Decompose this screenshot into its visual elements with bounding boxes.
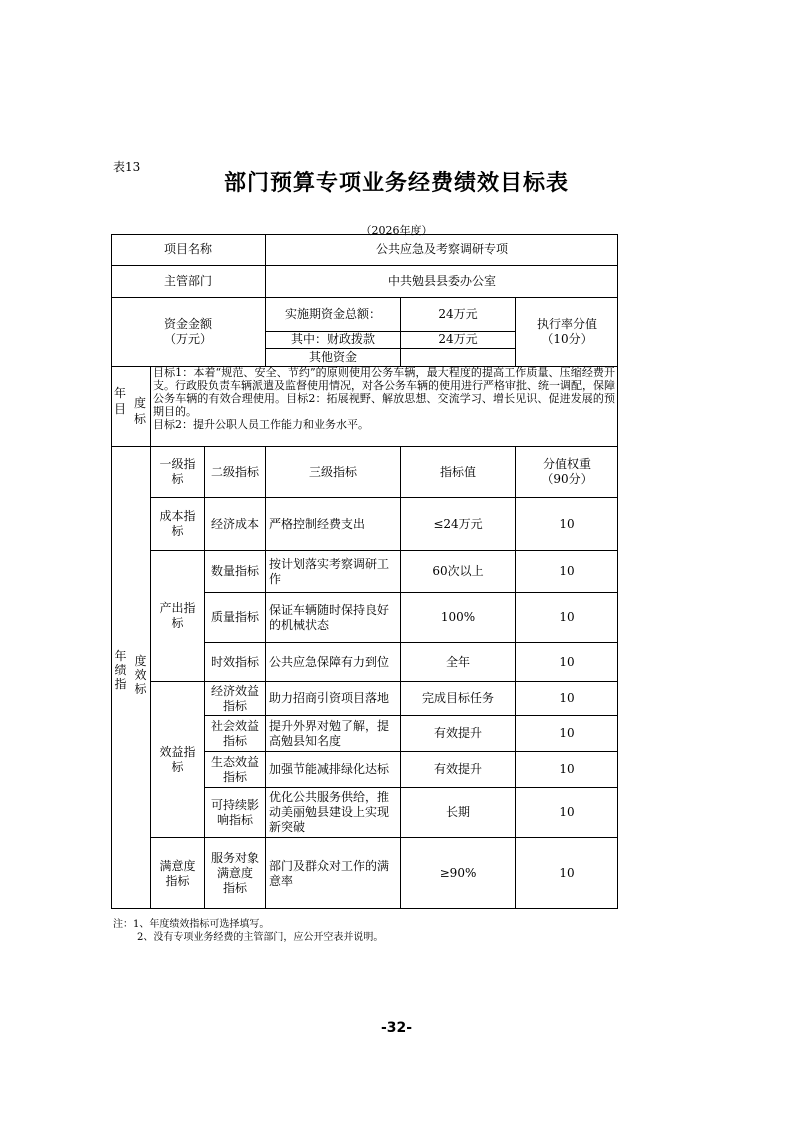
row-value: 全年 (445, 654, 470, 669)
row-level3: 助力招商引资项目落地 (269, 691, 390, 705)
row-level2: 数量指标 (210, 564, 259, 578)
row-value: 完成目标任务 (421, 691, 494, 705)
annual-goal-label-c: 目 (113, 401, 126, 416)
row-value: 60次以上 (432, 564, 484, 578)
indicators-side-label-2: 度 效 标 (134, 654, 147, 696)
row-weight: 10 (559, 762, 575, 776)
notes (113, 918, 383, 944)
row-level2: 质量指标 (210, 610, 259, 624)
row-weight: 10 (559, 564, 575, 578)
funds-label: 资金金额 （万元） (163, 316, 212, 346)
header-level2: 二级指标 (210, 464, 259, 479)
row-level3: 严格控制经费支出 (269, 516, 366, 531)
row-weight: 10 (559, 805, 575, 819)
group-cost: 成本指 标 (159, 509, 196, 538)
row-weight: 10 (559, 516, 575, 531)
year-label: （2026年度） (360, 224, 433, 237)
row-level2: 时效指标 (210, 654, 259, 669)
project-name-value: 公共应急及考察调研专项 (375, 242, 508, 256)
total-funds-value: 24万元 (438, 306, 478, 321)
other-funds-label: 其他资金 (308, 349, 357, 364)
row-level3: 部门及群众对工作的满意率 (269, 858, 390, 888)
row-level3: 保证车辆随时保持良好的机械状态 (269, 602, 390, 632)
execution-score-label: 执行率分值 （10分） (536, 316, 597, 346)
header-weight: 分值权重 （90分） (541, 457, 593, 486)
header-level3: 三级指标 (308, 464, 357, 479)
row-level3: 公共应急保障有力到位 (269, 654, 390, 669)
row-level3: 提升外界对勉了解，提高勉县知名度 (269, 718, 390, 748)
table-label: 表13 (113, 160, 141, 174)
row-level3: 优化公共服务供给，推动美丽勉县建设上实现新突破 (269, 790, 390, 834)
goal-line-1: 目标1：本着“规范、安全、节约”的原则使用公务车辆，最大程度的提高工作质量、压缩经费开支。行政股负责车辆派遣及监督使用情况，对各公务车辆的使用进行严格审批、统一调配，保障公务车辆的有效合理使用。目标2：拓展视野、解放思想、交流学习、增长见识、促进发展的预期目的。 (153, 366, 615, 418)
row-weight: 10 (559, 866, 575, 880)
row-value: 有效提升 (433, 726, 482, 740)
annual-goal-label-d: 标 (133, 411, 146, 426)
other-funds-value (401, 348, 515, 366)
annual-goal-label-a: 年 (113, 385, 126, 400)
annual-goal-text (153, 366, 615, 431)
note-line-1: 注：1、年度绩效指标可选择填写。 (113, 919, 270, 930)
header-level1: 一级指 标 (159, 457, 196, 486)
annual-goal-label-b: 度 (133, 395, 146, 410)
row-value: 长期 (445, 805, 470, 819)
page-title: 部门预算专项业务经费绩效目标表 (223, 171, 569, 196)
row-value: 有效提升 (433, 762, 482, 776)
row-weight: 10 (559, 610, 575, 624)
group-benefit: 效益指 标 (159, 744, 196, 774)
group-satisfaction: 满意度 指标 (159, 858, 196, 888)
row-level3: 加强节能减排绿化达标 (269, 762, 390, 776)
total-funds-label: 实施期资金总额： (284, 306, 381, 321)
row-weight: 10 (559, 654, 575, 669)
header-value: 指标值 (439, 464, 476, 479)
group-output: 产出指 标 (159, 601, 196, 630)
page-number: -32- (380, 1020, 413, 1036)
department-value: 中共勉县县委办公室 (387, 273, 496, 288)
row-level2: 可持续影 响指标 (210, 797, 259, 827)
row-level2: 生态效益 指标 (210, 754, 259, 784)
row-level2: 服务对象 满意度 指标 (210, 851, 259, 895)
row-level2: 经济效益 指标 (210, 683, 259, 713)
row-weight: 10 (559, 726, 575, 740)
row-level3: 按计划落实考察调研工作 (269, 556, 390, 586)
row-value: ≥90% (439, 866, 477, 880)
row-level2: 社会效益 指标 (210, 718, 259, 748)
project-name-label: 项目名称 (163, 242, 212, 256)
department-label: 主管部门 (163, 273, 212, 288)
row-value: 100% (440, 610, 476, 624)
row-value: ≤24万元 (433, 516, 483, 531)
note-line-2: 2、没有专项业务经费的主管部门，应公开空表并说明。 (137, 932, 384, 943)
fiscal-funds-value: 24万元 (438, 332, 478, 346)
indicators-side-label: 年 绩 指 (114, 649, 127, 691)
row-level2: 经济成本 (210, 516, 259, 531)
row-weight: 10 (559, 691, 575, 705)
fiscal-funds-label: 其中：财政拨款 (290, 332, 375, 346)
goal-line-2: 目标2：提升公职人员工作能力和业务水平。 (153, 418, 369, 431)
